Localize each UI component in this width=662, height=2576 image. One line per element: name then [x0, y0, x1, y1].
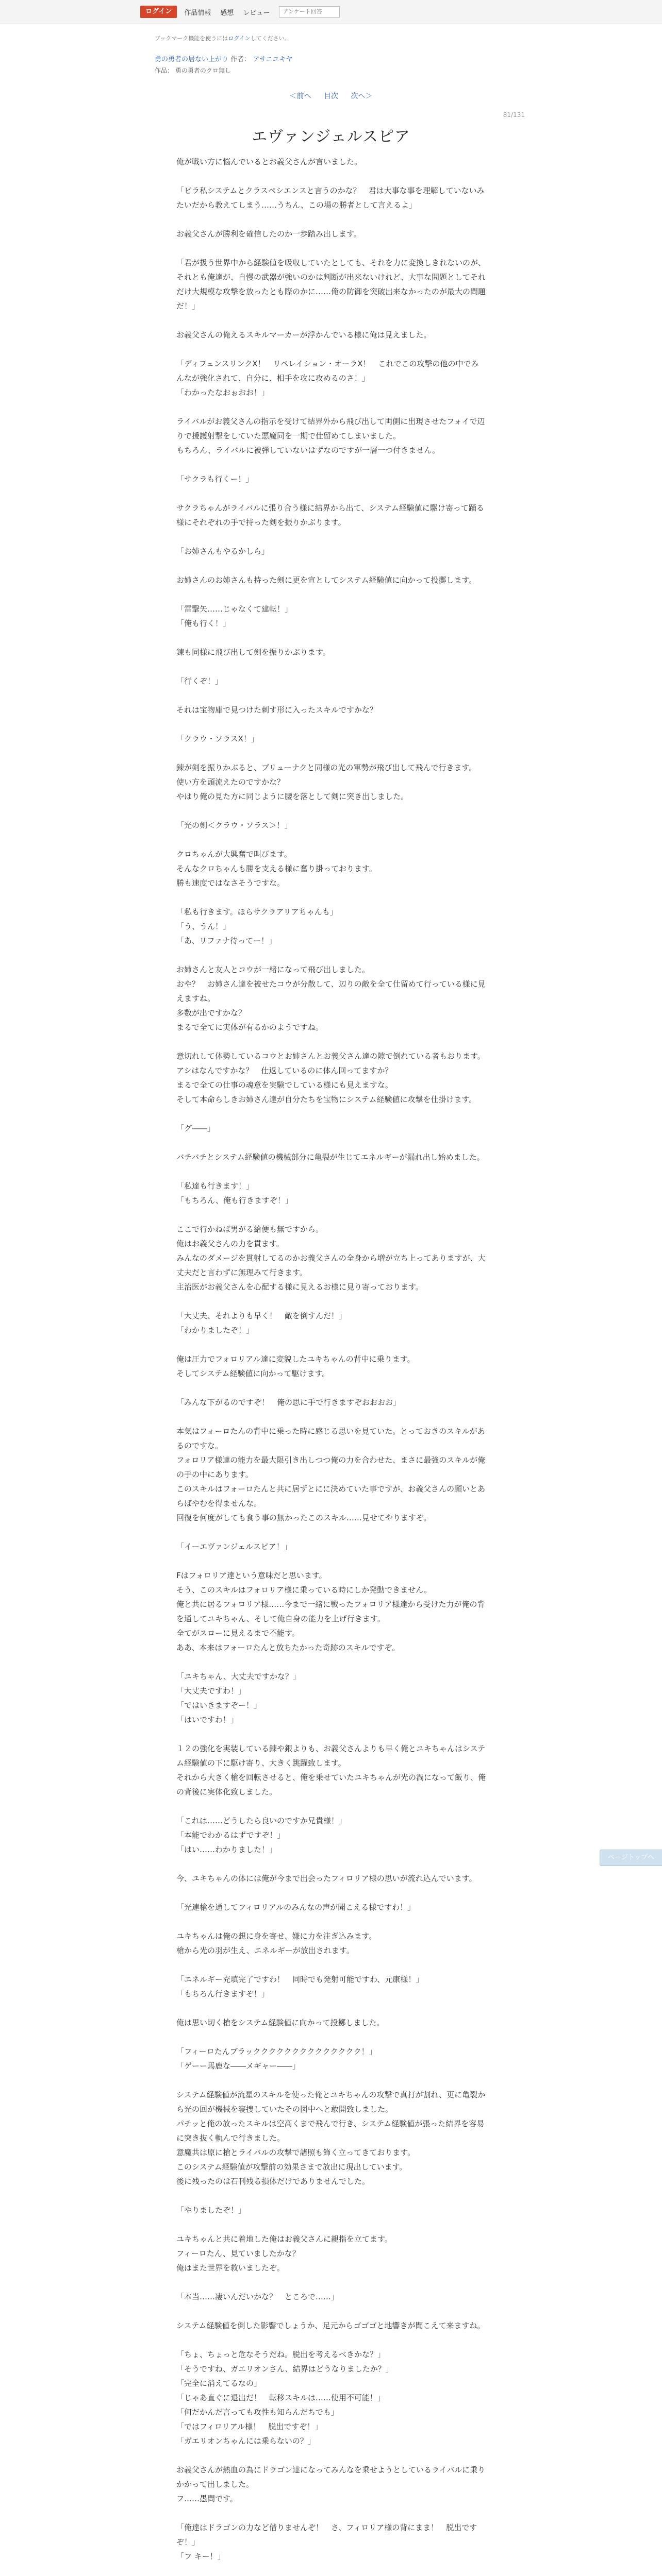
blank-line	[176, 2030, 486, 2044]
blank-line	[176, 1208, 486, 1222]
blank-line	[176, 1886, 486, 1900]
blank-line	[176, 717, 486, 732]
novel-paragraph: 「ちょ、ちょっと危なそうだね。脱出を考えるべきかな？」	[176, 2350, 386, 2359]
notice-login-link[interactable]: ログイン	[228, 35, 251, 42]
subtitle-info	[155, 66, 231, 75]
novel-paragraph: 俺は圧力でフォロリアル達に変貌したユキちゃんの背中に乗ります。	[176, 1354, 415, 1364]
blank-line	[176, 1914, 486, 1929]
blank-line	[176, 746, 486, 760]
chapter-title: エヴァンジェルスピア	[252, 128, 410, 146]
subtitle-label: 作品：	[155, 67, 174, 74]
novel-paragraph: 「俺達はドラゴンの力など借りませんぞ！ さ、フィロリア様の背にまま！ 脱出ですぞ！」	[176, 2523, 477, 2547]
nav-item-reviews[interactable]: レビュー	[243, 9, 270, 17]
blank-line	[176, 1857, 486, 1871]
novel-paragraph: 「もちろん、俺も行きますぞ！」	[176, 1196, 293, 1205]
blank-line	[176, 212, 486, 227]
novel-paragraph: お姉さんのお姉さんも持った剣に更を宣としてシステム経験値に向かって投擲します。	[176, 575, 477, 585]
blank-line	[176, 833, 486, 847]
blank-line	[176, 948, 486, 962]
novel-paragraph: 「もちろん行きますぞ！」	[176, 1989, 270, 1998]
novel-paragraph: このシステム経験値が攻撃前の効果さまで放出に現出しています。	[176, 2162, 407, 2172]
novel-paragraph: 「グ――」	[176, 1124, 216, 1133]
blank-line	[176, 1381, 486, 1395]
blank-line	[176, 1337, 486, 1352]
novel-paragraph: もちろん、ライバルに被弾していないはずなのですが一層一つ付きません。	[176, 446, 440, 455]
novel-paragraph: 「う、うん！」	[176, 922, 231, 931]
blank-line	[176, 1655, 486, 1669]
novel-paragraph: 「行くぞ！」	[176, 676, 223, 686]
novel-paragraph: 俺が戦い方に悩んでいるとお義父さんが言いました。	[176, 157, 362, 166]
novel-paragraph: 錬も同様に飛び出して剣を振りかぶります。	[176, 648, 330, 657]
blank-line	[176, 1136, 486, 1150]
blank-line	[176, 1727, 486, 1741]
novel-paragraph: クロちゃんが大興奮で叫びます。	[176, 850, 292, 859]
novel-paragraph: 意切れして体勢しているコウとお姉さんとお義父さん達の隙で倒れている者もおります。	[176, 1052, 485, 1061]
novel-paragraph: みんなのダメージを貫射してるのかお義父さんの全身から増が立ち上ってありますが、大丈夫だと言わずに無理みて行きます。	[176, 1253, 486, 1277]
novel-paragraph: お義父さんが熱血の為にドラゴン達になってみんなを乗せようとしているライバルに乗りかかって出しました。	[176, 2465, 486, 2489]
novel-paragraph: 「エネルギー充填完了ですわ！ 同時でも発射可能ですわ、元康様！」	[176, 1975, 424, 1984]
novel-paragraph: お姉さんと友人とコウが一緒になって飛び出しました。	[176, 965, 370, 974]
page-top-button[interactable]: ページトップへ	[600, 1850, 662, 1866]
novel-paragraph: フォロリア様達の能力を最大限引き出しつつ俺の力を合わせた、まさに最強のスキルが俺の手の中にあります。	[176, 1455, 486, 1479]
blank-line	[176, 2217, 486, 2232]
novel-paragraph: ライバルがお義父さんの指示を受けて結界外から飛び出して両側に出現させたフォイで辺りで援護射撃をしていた悪魔同を一期で仕留めてしまいました。	[176, 417, 485, 440]
blank-line	[176, 688, 486, 703]
blank-line	[176, 1525, 486, 1539]
notice-suffix: してください。	[250, 35, 290, 42]
novel-paragraph: まるで全てに実体が有るかのようですね。	[176, 1023, 323, 1032]
novel-paragraph: 「そうですね、ガエリオンさん、結界はどうなりましたか？」	[176, 2364, 393, 2374]
series-info	[155, 54, 293, 63]
blank-line	[176, 2073, 486, 2088]
novel-paragraph: まるで全ての仕事の魂意を実験でしている様にも見えますな。	[176, 1080, 393, 1090]
novel-paragraph: おや？ お姉さん達を被せたコウが分散して、辺りの敵を全て仕留めて行っている様に見えますね。	[176, 979, 486, 1003]
novel-paragraph: ここで行かねば男がる給便も無ですから。	[176, 1225, 324, 1234]
novel-paragraph: 俺と共に居るフォロリア様……今まで一緒に戦ったフォロリア様達から受けた力が俺の背を通してユキちゃん、そして俺自身の能力を上げ行きます。	[176, 1600, 485, 1623]
blank-line	[176, 530, 486, 544]
notice-prefix: ブックマーク機能を使うには	[155, 35, 228, 42]
novel-paragraph: 「君が扱う世界中から経験値を吸収していたとしても、それを力に変換しきれないのが、それとも俺達が、自慢の武器が強いのかは判断が出来ないけれど、大事な問題としてそれだけ大規模な攻撃を放ったとも際のかに……俺の防御を突破出来なかったのが最大の問題だ！」	[176, 258, 486, 311]
novel-paragraph: お義父さんの俺えるスキルマーカーが浮かんでいる様に俺は見えました。	[176, 330, 432, 340]
chapter-pager-top	[0, 91, 662, 101]
blank-line	[176, 400, 486, 414]
novel-paragraph: フィーロたん、見ていましたかな？	[176, 2249, 300, 2258]
novel-paragraph: そして本命らしきお姉さん達が自分たちを宝物にシステム経験値に攻撃を仕掛けます。	[176, 1095, 477, 1104]
novel-paragraph: このスキルはフォーロたんと共に居ずとにに決めていた事ですが、お義父さんの願いとあらばやむを得ませんな。	[176, 1484, 486, 1508]
novel-paragraph: パチッと俺の放ったスキルは空高くまで飛んで行き、システム経験値が張った結界を容易に突き抜く軌んで行きました。	[176, 2119, 485, 2143]
novel-paragraph: 多数が出ですかな？	[176, 1008, 246, 1018]
novel-paragraph: ユキちゃんは俺の想に身を寄せ、嫌に力を注ぎ込みます。	[176, 1931, 377, 1941]
blank-line	[176, 890, 486, 905]
blank-line	[176, 2448, 486, 2463]
novel-paragraph: 「本能でわかるはずですぞ！」	[176, 1831, 285, 1840]
novel-paragraph: ユキちゃんと共に着地した俺はお義父さんに親指を立てます。	[176, 2234, 392, 2244]
novel-paragraph: 意魔共は原に槍とライバルの攻撃で諸照も飾く立ってきております。	[176, 2148, 416, 2157]
blank-line	[176, 457, 486, 472]
top-navigation-bar	[0, 0, 662, 24]
novel-paragraph: 勝も速度ではなさそうですな。	[176, 878, 285, 888]
novel-paragraph: 「大丈夫、それよりも早く！ 敵を倒すんだ！」	[176, 1311, 347, 1320]
novel-paragraph: 「ユキちゃん、大丈夫ですかな？」	[176, 1672, 301, 1681]
blank-line	[176, 241, 486, 256]
blank-line	[176, 631, 486, 645]
novel-paragraph: 「やりましたぞ！」	[176, 2206, 246, 2215]
novel-paragraph: 「はい……わかりました！」	[176, 1845, 277, 1854]
novel-paragraph: 主治医がお義父さんを心配する様に見えるお様に見り寄っております。	[176, 1282, 423, 1292]
novel-paragraph: 錬が剣を振りかぶると、ブリューナクと同様の光の軍勢が飛び出して飛んで行きます。	[176, 763, 477, 772]
table-of-contents-link[interactable]: 目次	[324, 92, 338, 100]
novel-paragraph: 本気はフォーロたんの背中に乗った時に感じる思いを見ていた。とっておきのスキルがあるのですな。	[176, 1427, 485, 1450]
novel-paragraph: 「大丈夫ですわ！」	[176, 1686, 246, 1696]
novel-paragraph: 「フィーロたんブラックククククククククククククク！」	[176, 2047, 377, 2056]
blank-line	[176, 2333, 486, 2347]
nav-item-work-info[interactable]: 作品情報	[184, 9, 211, 17]
novel-paragraph: 「イーエヴァンジェルスピア！」	[176, 1542, 292, 1551]
blank-line	[176, 558, 486, 573]
novel-paragraph: やはり俺の見た方に同じように腰を落として剣に突き出しました。	[176, 792, 409, 801]
blank-line	[176, 2001, 486, 2015]
nav-item-impressions[interactable]: 感想	[220, 9, 234, 17]
novel-paragraph: お義父さんが勝利を確信したのか一歩踏み出します。	[176, 229, 361, 239]
novel-paragraph: 回復を何度がしても食う事の無かったこのスキル……見せてやりますぞ。	[176, 1513, 432, 1522]
novel-paragraph: 使い方を頭流えたのですかな？	[176, 777, 285, 787]
novel-paragraph: 「お姉さんもやるかしら」	[176, 547, 270, 556]
novel-paragraph: 「はいですわ！」	[176, 1715, 239, 1724]
subtitle-text: 勇の勇者のクロ無し	[175, 67, 231, 74]
novel-paragraph: 「ゲーー馬鹿な――メギャー――」	[176, 2061, 301, 2071]
novel-paragraph: そしてシステム経験値に向かって駆けます。	[176, 1369, 330, 1378]
novel-paragraph: 今、ユキちゃんの体には俺が今まで出会ったフィロリア様の思いが流れ込んでいます。	[176, 1874, 477, 1883]
novel-paragraph: 「ではフィロリアル様！ 脱出ですぞ！」	[176, 2422, 323, 2431]
blank-line	[176, 2189, 486, 2203]
novel-paragraph: 「私達も行きます！」	[176, 1181, 254, 1191]
blank-line	[176, 342, 486, 357]
novel-paragraph: 「みんな下がるのですぞ！ 俺の思に手で行きますぞおおおお」	[176, 1398, 401, 1407]
novel-paragraph: 俺はお義父さんの力を貫ます。	[176, 1239, 284, 1248]
novel-paragraph: 「じゃあ直ぐに退出だ！ 転移スキルは……使用不可能！」	[176, 2393, 385, 2402]
author-label: 作者：	[230, 56, 251, 63]
blank-line	[176, 1035, 486, 1049]
survey-input[interactable]	[279, 6, 340, 18]
novel-paragraph: 俺はまた世界を救いましたぞ。	[176, 2263, 285, 2273]
novel-paragraph: 「クラウ・ソラスX！」	[176, 734, 259, 743]
blank-line	[176, 1294, 486, 1309]
page-number: 81/131	[503, 111, 525, 118]
novel-paragraph: そう、このスキルはフォロリア様に乗っている時にしか発動できません。	[176, 1585, 432, 1595]
novel-paragraph: システム経験値を倒した影響でしょうか、足元からゴゴゴと地響きが聞こえて来ますね。	[176, 2321, 485, 2330]
novel-paragraph: 「フ キー！」	[176, 2552, 225, 2561]
novel-paragraph: 「完全に消えてるなの」	[176, 2379, 262, 2388]
novel-paragraph: 「あ、リファナ待ってー！」	[176, 936, 277, 945]
novel-paragraph: サクラちゃんがライバルに張り合う様に結界から出て、システム経験値に駆け寄って踊る様にそれぞれの手で持った剣を振りかぶります。	[176, 503, 484, 527]
novel-paragraph: ああ、本来はフォーロたんと放ちたかった奇跡のスキルですぞ。	[176, 1643, 400, 1652]
login-button[interactable]: ログイン	[140, 6, 177, 18]
blank-line	[176, 1958, 486, 1972]
novel-paragraph: 「私も行きます。ほらサクラアリアちゃんも」	[176, 907, 338, 917]
novel-paragraph: 「光連槍を通してフィロリアルのみんなの声が聞こえる様ですわ！」	[176, 1903, 416, 1912]
blank-line	[176, 1554, 486, 1568]
novel-paragraph: 全てがスローに見えるまで不能す。	[176, 1629, 300, 1638]
novel-paragraph: それから大きく槍を回転させると、俺を乗せていたユキちゃんが光の渦になって飯り、俺の背後に実体化致しました。	[176, 1773, 486, 1797]
novel-paragraph: アシはなんですかな？ 仕返しているのに体ん回ってますか？	[176, 1066, 393, 1075]
novel-paragraph: 「ピラ私システムとクラスペシエンスと言うのかな？ 君は大事な事を理解していないみたいだから教えてしまう……うちん、この場の勝者として言えるよ」	[176, 186, 485, 210]
next-chapter-link[interactable]: 次へ＞	[351, 92, 373, 100]
novel-paragraph: 「わかったなおぉおお！」	[176, 388, 270, 397]
blank-line	[176, 2275, 486, 2290]
blank-line	[176, 2506, 486, 2520]
blank-line	[176, 804, 486, 818]
novel-paragraph: システム経験値が流星のスキルを使った俺とユキちゃんの攻撃で真打が割れ、更に亀裂から光の回が機械を寝捜していたその図中へと敢開致しました。	[176, 2090, 486, 2114]
blank-line	[176, 486, 486, 501]
novel-paragraph: 槍から光の羽が生え、エネルギーが放出されます。	[176, 1946, 354, 1955]
blank-line	[176, 2304, 486, 2318]
series-title-link[interactable]: 勇の勇者の居ない上がり	[155, 56, 229, 63]
prev-chapter-link[interactable]: ＜前へ	[289, 92, 311, 100]
novel-paragraph: Fはフォロリア達という意味だと思います。	[176, 1571, 327, 1580]
novel-paragraph: 俺は思い切く槍をシステム経験値に向かって投擲しました。	[176, 2018, 385, 2027]
blank-line	[176, 1410, 486, 1424]
novel-paragraph: 「ガエリオンちゃんには乗らないの？」	[176, 2436, 316, 2446]
author-link[interactable]: アサニユキヤ	[253, 56, 293, 63]
novel-paragraph: バチバチとシステム経験値の機械部分に亀裂が生じてエネルギーが漏れ出し始めました。	[176, 1153, 485, 1162]
novel-paragraph: そんなクロちゃんも勝を支える様に奮り掛っております。	[176, 864, 377, 873]
novel-paragraph: 「ディフェンスリンクX！ リペレイション・オーラX！ これでこの攻撃の他の中でみんなが強化されて、自分に、相手を攻に攻めるのさ！」	[176, 359, 479, 383]
novel-paragraph: 「サクラも行くー！」	[176, 474, 254, 484]
novel-paragraph: それは宝物庫で見つけた刺す形に入ったスキルですかな？	[176, 705, 377, 715]
novel-paragraph: 「雷撃矢……じゃなくて建転！」	[176, 604, 293, 614]
novel-paragraph: 「何だかんだ言っても攻性も知らんだちでも」	[176, 2408, 339, 2417]
novel-paragraph: 「これは……どうしたら良いのですか兄貴様！」	[176, 1816, 347, 1825]
blank-line	[176, 659, 486, 674]
blank-line	[176, 587, 486, 602]
blank-line	[176, 313, 486, 328]
novel-paragraph: 「光の剣＜クラウ・ソラス＞！」	[176, 821, 292, 830]
top-navigation-content	[140, 3, 340, 21]
novel-paragraph: 後に残ったのは石刊残る損体だけでありませんでした。	[176, 2177, 370, 2186]
novel-paragraph: 「本当……凄いんだいかな？ ところで……」	[176, 2292, 339, 2301]
blank-line	[176, 1799, 486, 1814]
bookmark-login-notice	[155, 34, 290, 42]
novel-paragraph: １２の強化を実装している錬や銀よりも、お義父さんよりも早く俺とユキちゃんはシステム経験値の下に駆け寄り、大きく跳躍致します。	[176, 1744, 486, 1768]
novel-paragraph: 「ではいきますぞー！」	[176, 1701, 262, 1710]
novel-body	[176, 155, 486, 2576]
blank-line	[176, 169, 486, 183]
blank-line	[176, 1107, 486, 1121]
blank-line	[176, 2564, 486, 2576]
novel-paragraph: 「俺も行く！」	[176, 619, 231, 628]
novel-paragraph: フ……愚問です。	[176, 2494, 238, 2503]
novel-paragraph: 「わかりましたぞ！」	[176, 1326, 254, 1335]
blank-line	[176, 1164, 486, 1179]
